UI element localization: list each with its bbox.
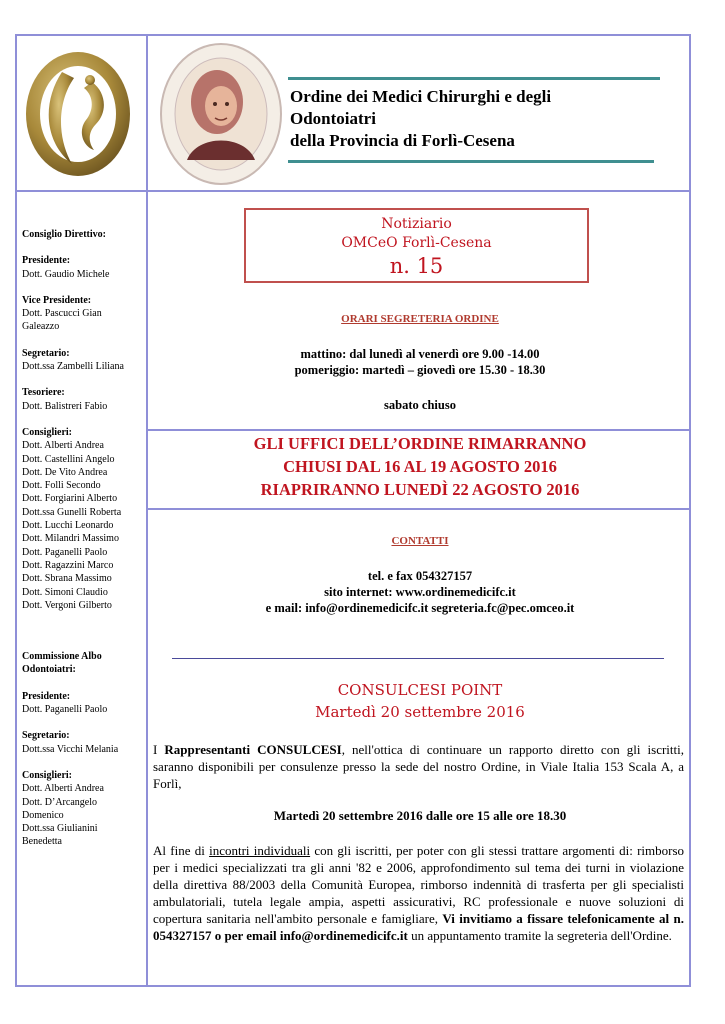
header-divider <box>15 190 691 192</box>
p1-start: I <box>153 742 165 757</box>
header-bottom-bar <box>288 160 654 163</box>
consiglio-label: Consiglio Direttivo: <box>22 229 106 240</box>
albo-presidente-label: Presidente: <box>22 690 71 702</box>
albo-segretario-name: Dott.ssa Vicchi Melania <box>22 743 119 755</box>
presidente-label: Presidente: <box>22 255 71 267</box>
consiglieri-label: Consiglieri: <box>22 426 72 438</box>
consulcesi-when: Martedì 20 settembre 2016 dalle ore 15 alle ore 18.30 <box>273 808 567 823</box>
column-divider <box>146 34 148 987</box>
p2-body: con gli iscritti, per poter con gli stessi trattare argomenti di: rimborso per i medici specializzati tra gli anni '82 e 2006, approfondimento sul tema dei turni in violazione della direttiva 88/2003 della Comunità Europea, rimborso indennità di trasferta per gli specialisti ambulatoriali, tutela legale ampia, aspetti assicurativi, RC professionale e nuove soluzioni di copertura sanitaria nell'ambito personale e famigliare, <box>153 843 685 926</box>
omceo-logo-icon <box>22 42 134 182</box>
contatti-heading: CONTATTI <box>391 535 449 547</box>
consigliere: Dott. Ragazzini Marco <box>22 559 114 571</box>
consigliere: Dott. Folli Secondo <box>22 480 101 492</box>
consigliere: Dott. Alberti Andrea <box>22 440 104 452</box>
consulcesi-date: Martedì 20 settembre 2016 <box>315 703 525 721</box>
orari-heading: ORARI SEGRETERIA ORDINE <box>341 313 499 325</box>
consulcesi-paragraph-1 <box>153 741 684 792</box>
presidente-name: Dott. Gaudio Michele <box>22 268 110 280</box>
avviso-line3: RIAPRIRANNO LUNEDÌ 22 AGOSTO 2016 <box>260 480 580 499</box>
tesoriere-label: Tesoriere: <box>22 387 65 399</box>
p2-underline: incontri individuali <box>209 843 311 858</box>
org-line1: Ordine dei Medici Chirurghi e degli <box>290 87 552 106</box>
consigliere: Dott. Sbrana Massimo <box>22 573 112 585</box>
header-top-bar <box>288 77 660 80</box>
notiziario-org: OMCeO Forlì-Cesena <box>341 235 492 251</box>
albo-consigliere: Dott. D’Arcangelo <box>22 796 97 808</box>
p1-rest: , nell'ottica di continuare un rapporto diretto con gli iscritti, saranno disponibili per consulenze presso la sede del nostro Ordine, in Viale Italia 153 Scala A, a Forlì, <box>153 742 684 791</box>
org-name <box>290 86 551 152</box>
albo-segretario-label: Segretario: <box>22 730 70 742</box>
tesoriere-name: Dott. Balistreri Fabio <box>22 400 108 412</box>
orari-sabato: sabato chiuso <box>384 398 456 412</box>
albo-label: Commissione Albo <box>22 651 102 663</box>
notice-bottom-divider <box>146 508 691 510</box>
morgagni-medal-icon <box>157 40 285 188</box>
consigliere: Dott. De Vito Andrea <box>22 466 108 478</box>
p1-bold: Rappresentanti CONSULCESI <box>164 742 342 757</box>
albo-consigliere: Dott. Alberti Andrea <box>22 783 104 795</box>
notiziario-number: n. 15 <box>389 254 444 278</box>
contatti-sito: sito internet: www.ordinemedicifc.it <box>324 585 516 599</box>
albo-consiglieri-label: Consiglieri: <box>22 769 72 781</box>
avviso-line2: CHIUSI DAL 16 AL 19 AGOSTO 2016 <box>283 457 557 476</box>
consigliere: Dott. Vergoni Gilberto <box>22 599 112 611</box>
consigliere: Dott. Forgiarini Alberto <box>22 493 118 505</box>
albo-presidente-name: Dott. Paganelli Paolo <box>22 704 108 716</box>
orari-mattino: mattino: dal lunedì al venerdì ore 9.00 -14.00 <box>300 347 540 361</box>
p2-end: un appuntamento tramite la segreteria dell'Ordine. <box>407 928 672 943</box>
consulcesi-title: CONSULCESI POINT <box>337 681 503 699</box>
vice-name: Dott. Pascucci Gian <box>22 308 102 320</box>
segretario-name: Dott.ssa Zambelli Liliana <box>22 361 124 373</box>
notiziario-title: Notiziario <box>381 216 452 232</box>
avviso-line1: GLI UFFICI DELL’ORDINE RIMARRANNO <box>253 434 587 453</box>
consigliere: Dott. Paganelli Paolo <box>22 546 108 558</box>
consigliere: Dott.ssa Gunelli Roberta <box>22 506 122 518</box>
albo-consigliere: Domenico <box>22 809 64 821</box>
p2-bold: Vi invitiamo a fissare telefonicamente al n. 054327157 o per email info@ordinemedicifc.it <box>153 911 684 943</box>
orari-pomeriggio: pomeriggio: martedì – giovedì ore 15.30 - 18.30 <box>294 363 546 377</box>
consigliere: Dott. Castellini Angelo <box>22 453 115 465</box>
p2-start: Al fine di <box>153 843 210 858</box>
consigliere: Dott. Lucchi Leonardo <box>22 520 114 532</box>
notice-top-divider <box>146 429 691 431</box>
segretario-label: Segretario: <box>22 347 70 359</box>
vice-label: Vice Presidente: <box>22 294 92 306</box>
org-line3: della Provincia di Forlì-Cesena <box>290 131 515 150</box>
contacts-bottom-divider <box>172 658 664 659</box>
albo-label-cont: Odontoiatri: <box>22 664 76 676</box>
contatti-tel: tel. e fax 054327157 <box>367 569 473 583</box>
org-line2: Odontoiatri <box>290 109 376 128</box>
albo-consigliere: Dott.ssa Giulianini <box>22 823 98 835</box>
consulcesi-paragraph-2 <box>153 842 684 944</box>
vice-name-cont: Galeazzo <box>22 321 60 333</box>
notiziario-box <box>244 208 589 283</box>
consigliere: Dott. Simoni Claudio <box>22 586 108 598</box>
contatti-email: e mail: info@ordinemedicifc.it segreteria.fc@pec.omceo.it <box>265 601 575 615</box>
sidebar <box>22 228 144 862</box>
consigliere: Dott. Milandri Massimo <box>22 533 119 545</box>
albo-consigliere: Benedetta <box>22 836 62 848</box>
